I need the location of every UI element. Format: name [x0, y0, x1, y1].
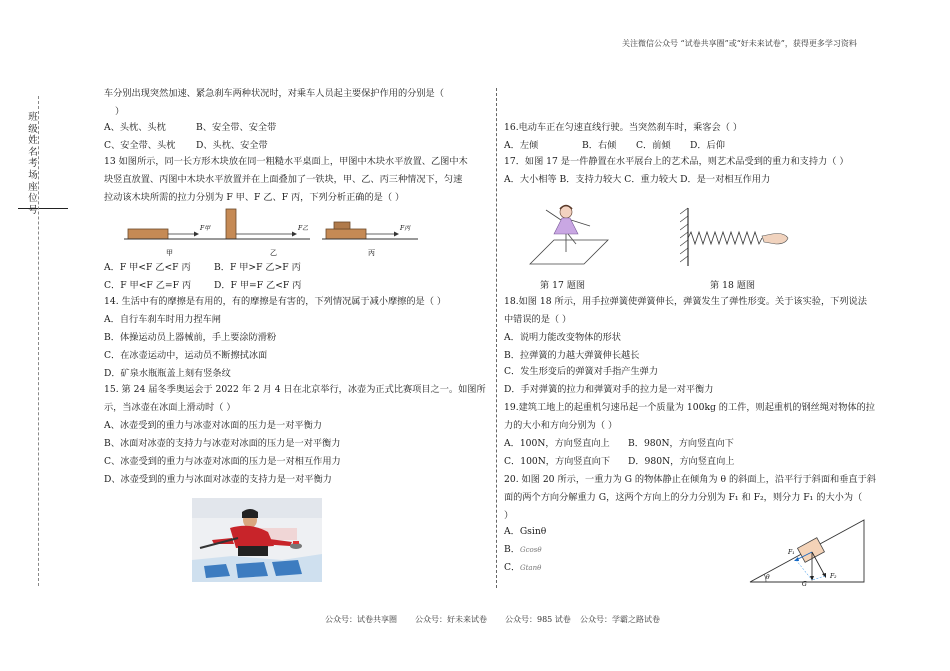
header-note: 关注微信公众号 “试卷共享圈”或“好未来试卷”，获得更多学习资料 [622, 39, 857, 48]
label-f1: F₁ [788, 549, 795, 556]
figure-18-spring [680, 206, 792, 268]
binding-line [38, 96, 39, 586]
q19-line2: 力的大小和方向分别为（ ） [504, 420, 618, 431]
footer-b: 公众号：好未来试卷 [415, 615, 487, 624]
caption-17: 第 17 题图 [540, 280, 586, 291]
column-divider [496, 88, 497, 588]
q16-option-a: A．左倾 [504, 140, 539, 151]
label-f2: F₂ [830, 573, 837, 580]
q18-line1: 18.如图 18 所示，用手拉弹簧使弹簧伸长，弹簧发生了弹性形变。关于该实验，下列说法 [504, 296, 867, 307]
q14-option-b: B．体操运动员上器械前，手上要涂防滑粉 [104, 332, 277, 343]
q12-cont1: 车分别出现突然加速、紧急刹车两种状况时，对乘车人员起主要保护作用的分别是（ [104, 88, 444, 99]
q20-option-c-formula: Gtanθ [520, 564, 542, 572]
q15-option-c: C、冰壶受到的重力与冰壶对冰面的压力是一对相互作用力 [104, 456, 341, 467]
q20-option-b: B． [504, 544, 520, 555]
label-f-bing: F丙 [400, 225, 411, 232]
caption-18: 第 18 题图 [710, 280, 756, 291]
footer-d: 公众号：学霸之路试卷 [580, 615, 660, 624]
incline-block [797, 538, 824, 563]
q20-line2: 面的两个方向分解重力 G，这两个方向上的分力分别为 F₁ 和 F₂，则分力 F₁ 的大小为（ [504, 492, 863, 503]
footer-c: 公众号：985 试卷 [505, 615, 571, 624]
q20-option-c: C． [504, 562, 521, 573]
q13-option-d: D．F 甲=F 乙<F 丙 [214, 280, 302, 291]
q15-line1: 15. 第 24 届冬季奥运会于 2022 年 2 月 4 日在北京举行，冰壶为正式比赛项目之一。如图所 [104, 384, 486, 395]
iron-block [334, 222, 350, 229]
q16-stem: 16.电动车正在匀速直线行驶。当突然刹车时，乘客会（ ） [504, 122, 743, 133]
q12-cont2: ） [115, 106, 125, 117]
figure-17-ballerina [520, 198, 612, 270]
caption-jia: 甲 [166, 249, 173, 257]
q14-option-c: C．在冰壶运动中，运动员不断擦拭冰面 [104, 350, 268, 361]
q16-option-d: D．后仰 [690, 140, 725, 151]
q13-option-a: A．F 甲<F 乙<F 丙 [104, 262, 191, 273]
q18-option-a: A．说明力能改变物体的形状 [504, 332, 621, 343]
q20-option-a: A．Gsinθ [504, 526, 547, 537]
label-f-jia: F甲 [200, 225, 211, 232]
q19-option-d: D．980N，方向竖直向上 [628, 456, 735, 467]
q12-option-c: C、安全带、头枕 [104, 140, 176, 151]
q14-option-a: A．自行车刹车时用力捏车闸 [104, 314, 221, 325]
q15-option-b: B、冰面对冰壶的支持力与冰壶对冰面的压力是一对平衡力 [104, 438, 341, 449]
q13-figure [122, 206, 422, 260]
q17-stem: 17．如图 17 是一件静置在水平展台上的艺术品，则艺术品受到的重力和支持力（ ） [504, 156, 849, 167]
block-jia [128, 229, 168, 239]
q15-line2: 示，当冰壶在冰面上滑动时（ ） [104, 402, 236, 413]
footer-a: 公众号：试卷共享圈 [325, 615, 397, 624]
q20-line3: ） [504, 510, 514, 521]
q13-line2: 块竖直放置、丙图中木块水平放置并在上面叠加了一铁块，甲、乙、丙三种情况下，匀速 [104, 174, 463, 185]
q12-option-d: D、头枕、安全带 [196, 140, 268, 151]
label-g: G [802, 581, 807, 588]
q19-option-b: B．980N，方向竖直向下 [628, 438, 734, 449]
q12-option-a: A、头枕、头枕 [104, 122, 166, 133]
caption-bing: 丙 [368, 249, 375, 257]
q15-option-d: D、冰壶受到的重力与冰面对冰壶的支持力是一对平衡力 [104, 474, 332, 485]
block-bing [326, 229, 366, 239]
q17-options: A．大小相等 B．支持力较大 C．重力较大 D．是一对相互作用力 [504, 174, 771, 185]
q18-option-b: B．拉弹簧的力越大弹簧伸长越长 [504, 350, 640, 361]
q18-line2: 中错误的是（ ） [504, 314, 572, 325]
q14-stem: 14. 生活中有的摩擦是有用的，有的摩擦是有害的，下列情况属于减小摩擦的是（ ） [104, 296, 447, 307]
q20-option-b-formula: Gcosθ [520, 546, 542, 554]
q13-option-c: C．F 甲<F 乙=F 丙 [104, 280, 192, 291]
q15-option-a: A、冰壶受到的重力与冰壶对冰面的压力是一对平衡力 [104, 420, 322, 431]
q13-line3: 拉动该木块所需的拉力分别为 F 甲、F 乙、F 丙，下列分析正确的是（ ） [104, 192, 405, 203]
q20-line1: 20. 如图 20 所示，一重力为 G 的物体静止在倾角为 θ 的斜面上，沿平行于斜面和垂直于斜 [504, 474, 876, 485]
q16-option-c: C．前倾 [636, 140, 671, 151]
label-theta: θ [766, 574, 770, 581]
block-yi [226, 209, 236, 239]
q19-option-a: A．100N，方向竖直向上 [504, 438, 610, 449]
q14-option-d: D．矿泉水瓶瓶盖上刻有竖条纹 [104, 368, 231, 379]
sidebar-underline [18, 208, 68, 209]
q12-option-b: B、安全带、安全带 [196, 122, 277, 133]
q18-option-d: D．手对弹簧的拉力和弹簧对手的拉力是一对平衡力 [504, 384, 714, 395]
label-f-yi: F乙 [298, 225, 309, 232]
figure-20-incline [746, 516, 868, 588]
q19-option-c: C．100N，方向竖直向下 [504, 456, 611, 467]
q16-option-b: B．右倾 [582, 140, 617, 151]
curling-photo [192, 498, 322, 582]
q13-option-b: B．F 甲>F 乙>F 丙 [214, 262, 301, 273]
q13-line1: 13 如图所示，同一长方形木块放在同一粗糙水平桌面上，甲图中木块水平放置、乙图中木 [104, 156, 468, 167]
caption-yi: 乙 [270, 249, 277, 257]
q18-option-c: C．发生形变后的弹簧对手指产生弹力 [504, 366, 659, 377]
sidebar-label: 班级姓名考场座位号 [28, 112, 38, 216]
q19-line1: 19.建筑工地上的起重机匀速吊起一个质量为 100kg 的工件，则起重机的钢丝绳对物体的拉 [504, 402, 875, 413]
